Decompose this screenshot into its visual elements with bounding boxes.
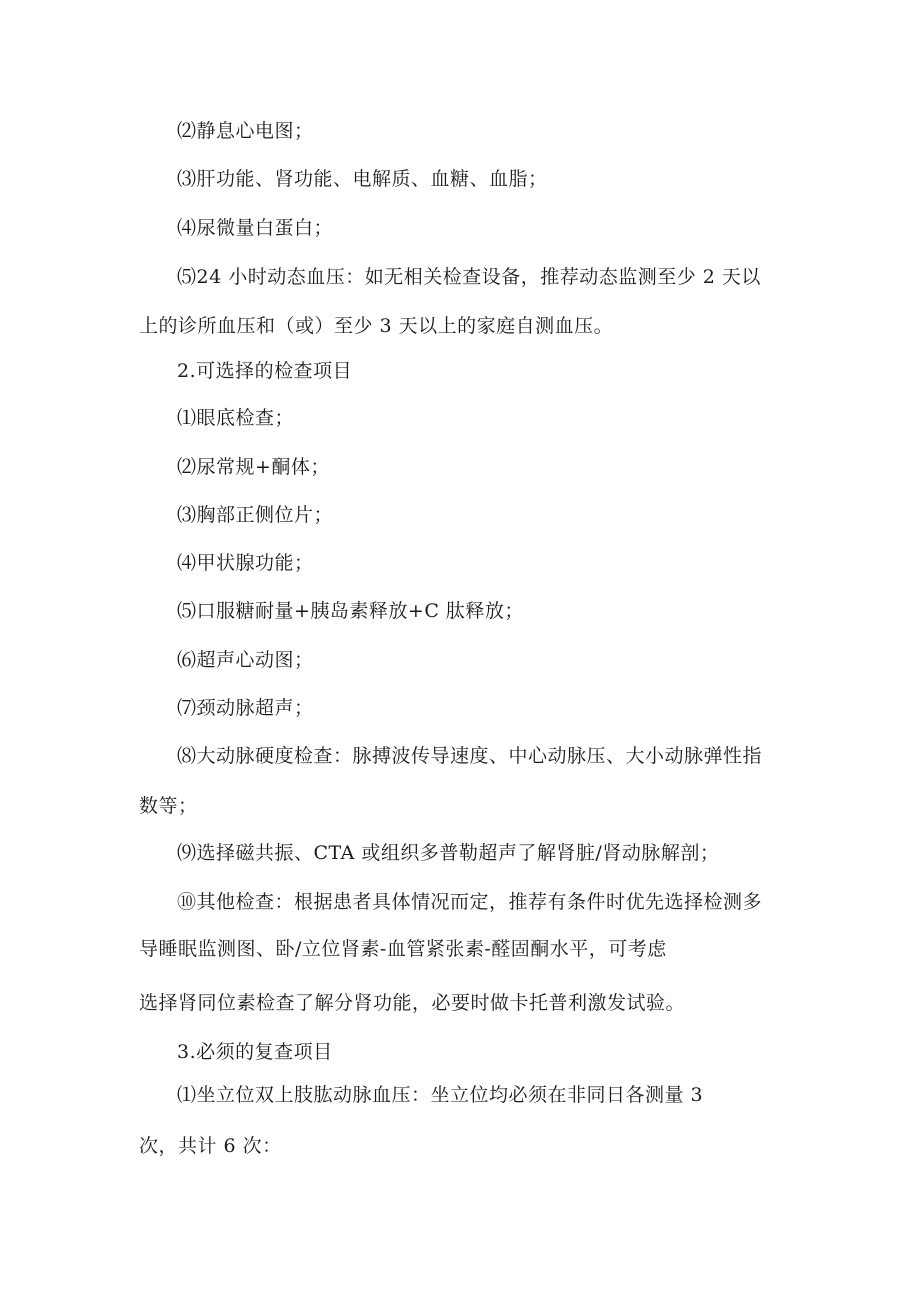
text-line-opt-8-continued: 数等； (139, 795, 198, 817)
text-line-item-2-ecg: ⑵静息心电图； (177, 120, 314, 142)
text-line-opt-5-ogtt: ⑸口服糖耐量+胰岛素释放+C 肽释放； (177, 600, 524, 622)
text-line-followup-1-bp: ⑴坐立位双上肢肱动脉血压：坐立位均必须在非同日各测量 3 (177, 1084, 704, 1106)
text-line-opt-10-continued-2: 选择肾同位素检查了解分肾功能，必要时做卡托普利激发试验。 (139, 992, 686, 1014)
text-line-opt-8-arterial-stiffness: ⑻大动脉硬度检查：脉搏波传导速度、中心动脉压、大小动脉弹性指 (177, 745, 763, 767)
section-heading-optional-exams: 2.可选择的检查项目 (177, 360, 353, 382)
text-line-opt-7-carotid: ⑺颈动脉超声； (177, 697, 314, 719)
text-line-opt-3-chest-xray: ⑶胸部正侧位片； (177, 504, 334, 526)
text-line-item-3-labs: ⑶肝功能、肾功能、电解质、血糖、血脂； (177, 168, 548, 190)
text-line-opt-9-imaging: ⑼选择磁共振、CTA 或组织多普勒超声了解肾脏/肾动脉解剖； (177, 842, 720, 864)
text-line-opt-4-thyroid: ⑷甲状腺功能； (177, 552, 314, 574)
section-heading-required-followup: 3.必须的复查项目 (177, 1041, 333, 1063)
text-line-opt-2-urinalysis: ⑵尿常规+酮体； (177, 456, 330, 478)
text-line-opt-10-continued-1: 导睡眠监测图、卧/立位肾素-血管紧张素-醛固酮水平，可考虑 (139, 938, 667, 960)
text-line-item-5-ambulatory-bp: ⑸24 小时动态血压：如无相关检查设备，推荐动态监测至少 2 天以 (177, 266, 761, 288)
text-line-followup-1-continued: 次，共计 6 次： (139, 1135, 282, 1157)
text-line-opt-1-fundus: ⑴眼底检查； (177, 407, 295, 429)
text-line-opt-10-other: ⑩其他检查：根据患者具体情况而定，推荐有条件时优先选择检测多 (177, 891, 763, 913)
text-line-opt-6-echo: ⑹超声心动图； (177, 649, 314, 671)
text-line-item-5-continued: 上的诊所血压和（或）至少 3 天以上的家庭自测血压。 (139, 315, 614, 337)
text-line-item-4-urine-albumin: ⑷尿微量白蛋白； (177, 217, 334, 239)
